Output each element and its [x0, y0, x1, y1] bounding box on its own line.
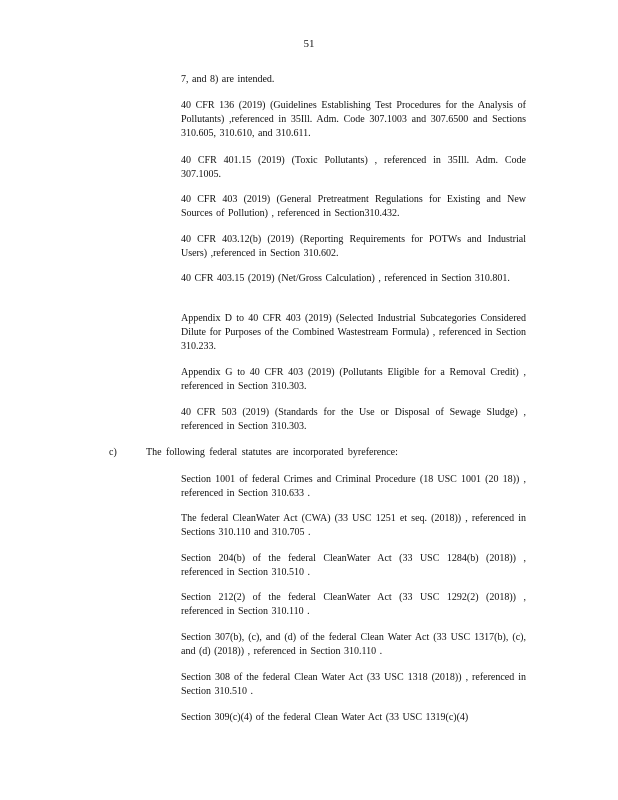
statute-entry-18-usc-1001: Section 1001 of federal Crimes and Criminal Procedure (18 USC 1001 (20 18)) , referenced in Section 310.633 . — [181, 474, 526, 499]
statute-entry-307: Section 307(b), (c), and (d) of the federal Clean Water Act (33 USC 1317(b), (c), and (d) (2018)) , referenced in Section 310.110 . — [181, 632, 526, 657]
cfr-entry-401-15: 40 CFR 401.15 (2019) (Toxic Pollutants) , referenced in 35Ill. Adm. Code 307.1005. — [181, 155, 526, 180]
statute-entry-309c4: Section 309(c)(4) of the federal Clean Water Act (33 USC 1319(c)(4) — [181, 712, 469, 723]
cfr-entry-appendix-g: Appendix G to 40 CFR 403 (2019) (Pollutants Eligible for a Removal Credit) , referenced in Section 310.303. — [181, 367, 526, 392]
statute-entry-204b: Section 204(b) of the federal CleanWater Act (33 USC 1284(b) (2018)) , referenced in Section 310.510 . — [181, 553, 526, 578]
cfr-entry-appendix-d: Appendix D to 40 CFR 403 (2019) (Selected Industrial Subcategories Considered Dilute for Purposes of the Combined Wastestream Formula) , referenced in Section 310.233. — [181, 313, 526, 352]
section-c-intro: The following federal statutes are incorporated byreference: — [146, 447, 398, 458]
cfr-entry-503: 40 CFR 503 (2019) (Standards for the Use or Disposal of Sewage Sludge) , referenced in Section 310.303. — [181, 407, 526, 432]
section-c-marker: c) — [109, 447, 117, 458]
statute-entry-cwa: The federal CleanWater Act (CWA) (33 USC 1251 et seq. (2018)) , referenced in Sections 310.110 and 310.705 . — [181, 513, 526, 538]
cfr-entry-136: 40 CFR 136 (2019) (Guidelines Establishing Test Procedures for the Analysis of Pollutants) ,referenced in 35Ill. Adm. Code 307.1003 and 307.6500 and Sections 310.605, 310.610, and 310.611. — [181, 100, 526, 139]
statute-entry-212-2: Section 212(2) of the federal CleanWater Act (33 USC 1292(2) (2018)) , referenced in Section 310.110 . — [181, 592, 526, 617]
page-number: 51 — [303, 38, 315, 50]
continuation-text: 7, and 8) are intended. — [181, 74, 275, 85]
cfr-entry-403-15: 40 CFR 403.15 (2019) (Net/Gross Calculation) , referenced in Section 310.801. — [181, 273, 510, 284]
statute-entry-308: Section 308 of the federal Clean Water Act (33 USC 1318 (2018)) , referenced in Section 310.510 . — [181, 672, 526, 697]
cfr-entry-403: 40 CFR 403 (2019) (General Pretreatment Regulations for Existing and New Sources of Pollution) , referenced in Section310.432. — [181, 194, 526, 219]
cfr-entry-403-12b: 40 CFR 403.12(b) (2019) (Reporting Requirements for POTWs and Industrial Users) ,referenced in Section 310.602. — [181, 234, 526, 259]
